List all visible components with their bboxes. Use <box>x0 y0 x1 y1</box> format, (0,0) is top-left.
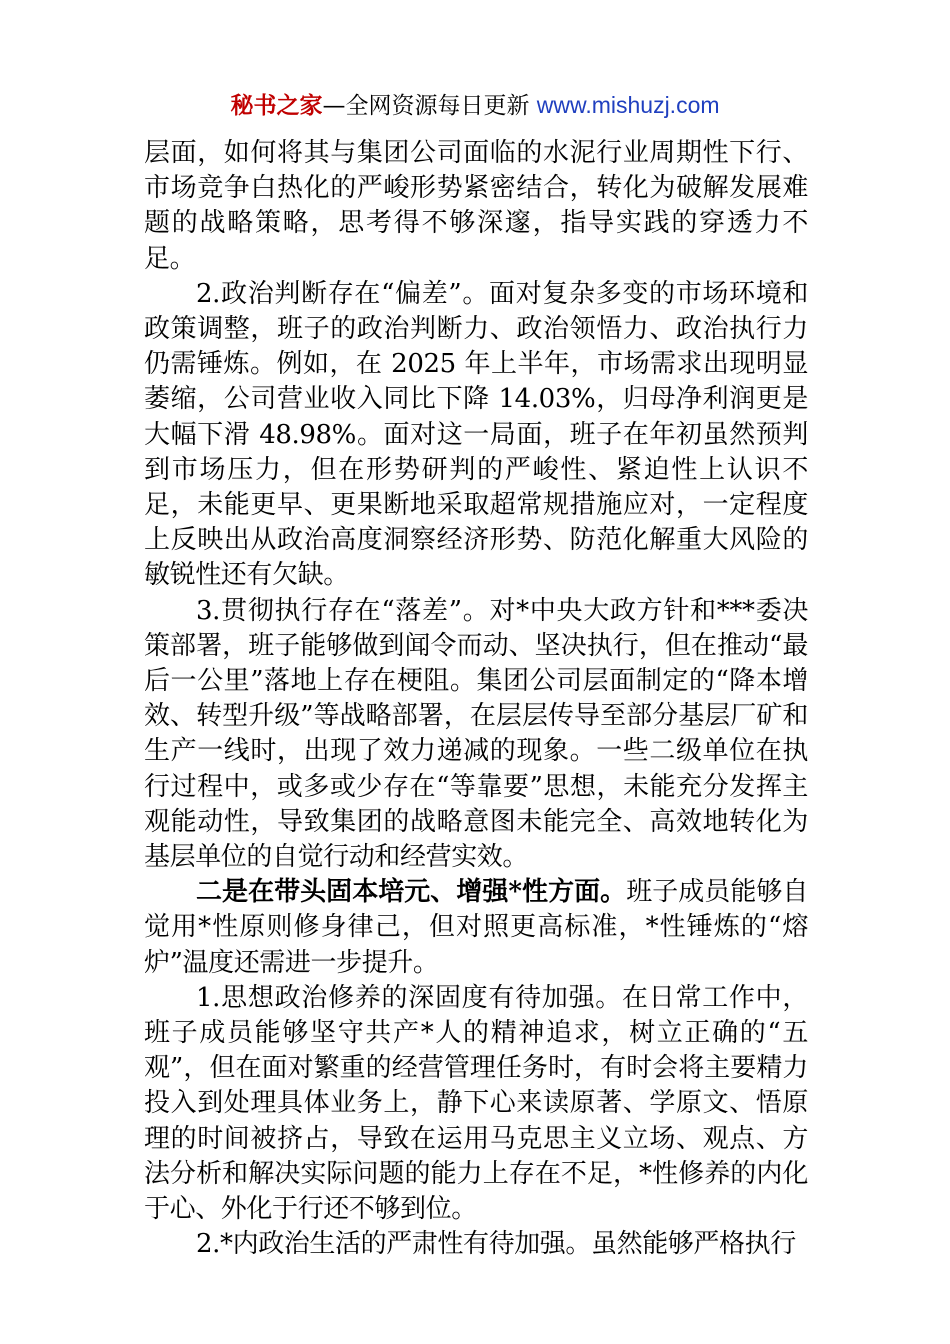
paragraph-text: 班子成员能够自觉用*性原则修身律己，但对照更高标准，*性锤炼的“熔炉”温度还需进一步提升。 <box>144 877 808 978</box>
site-url[interactable]: www.mishuzj.com <box>536 92 720 118</box>
section-heading: 二是在带头固本培元、增强*性方面。 <box>196 877 627 908</box>
paragraph-text: 3.贯彻执行存在“落差”。对*中央大政方针和***委决策部署，班子能够做到闻令而动、坚决执行，但在推动“最后一公里”落地上存在梗阻。集团公司层面制定的“降本增效、转型升级”等战略部署，在层层传导至部分基层厂矿和生产一线时，出现了效力递减的现象。一些二级单位在执行过程中，或多或少存在“等靠要”思想，未能充分发挥主观能动性，导致集团的战略意图未能完全、高效地转化为基层单位的自觉行动和经营实效。 <box>144 595 808 873</box>
paragraph-implementation <box>144 594 808 876</box>
site-brand: 秘书之家 <box>230 93 323 119</box>
document-body <box>144 136 808 1263</box>
site-header <box>0 88 950 123</box>
paragraph-section-two <box>144 875 808 981</box>
paragraph-political-life <box>144 1227 808 1262</box>
paragraph-continuation <box>144 136 808 277</box>
paragraph-text: 1.思想政治修养的深固度有待加强。在日常工作中，班子成员能够坚守共产*人的精神追求，树立正确的“五观”，但在面对繁重的经营管理任务时，有时会将主要精力投入到处理具体业务上，静下心来读原著、学原文、悟原理的时间被挤占，导致在运用马克思主义立场、观点、方法分析和解决实际问题的能力上存在不足，*性修养的内化于心、外化于行还不够到位。 <box>144 982 808 1225</box>
paragraph-text: 2.政治判断存在“偏差”。面对复杂多变的市场环境和政策调整，班子的政治判断力、政治领悟力、政治执行力仍需锤炼。例如，在 2025 年上半年，市场需求出现明显萎缩，公司营业收入同比下降 14.03%，归母净利润更是大幅下滑 48.98%。面对这一局面，班子在年初虽然预判到市场压力，但在形势研判的严峻性、紧迫性上认识不足，未能更早、更果断地采取超常规措施应对，一定程度上反映出从政治高度洞察经济形势、防范化解重大风险的敏锐性还有欠缺。 <box>144 278 808 591</box>
site-slogan: —全网资源每日更新 <box>322 93 537 119</box>
paragraph-text: 2.*内政治生活的严肃性有待加强。虽然能够严格执行 <box>196 1229 796 1260</box>
paragraph-text: 层面，如何将其与集团公司面临的水泥行业周期性下行、市场竞争白热化的严峻形势紧密结合，转化为破解发展难题的战略策略，思考得不够深邃，指导实践的穿透力不足。 <box>144 138 808 274</box>
paragraph-ideological-cultivation <box>144 981 808 1227</box>
paragraph-political-judgment <box>144 277 808 594</box>
